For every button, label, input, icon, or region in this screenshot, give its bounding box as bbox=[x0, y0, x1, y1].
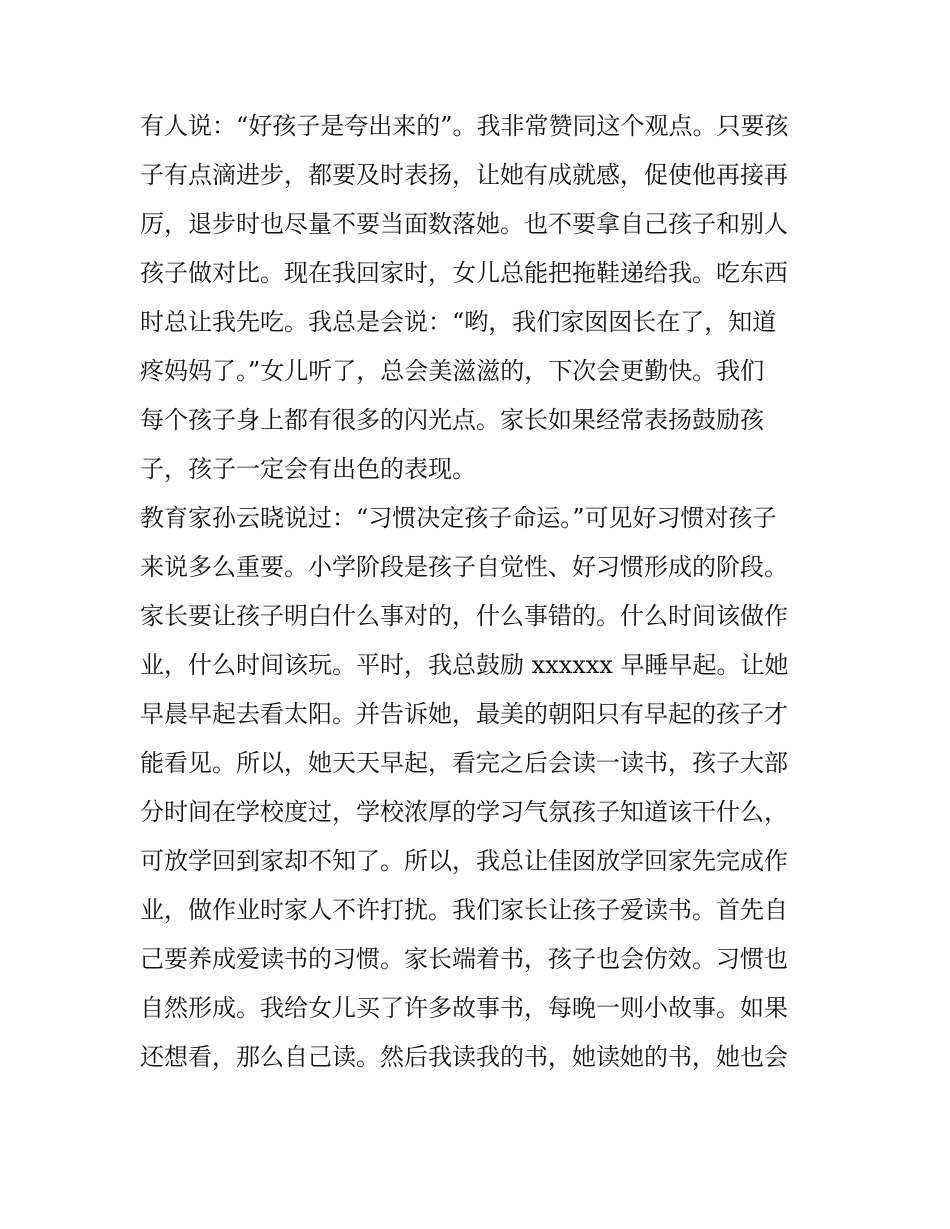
text-line: 还想看，那么自己读。然后我读我的书，她读她的书，她也会 bbox=[140, 1043, 788, 1071]
text-line: 有人说：“好孩子是夸出来的”。我非常赞同这个观点。只要孩 bbox=[140, 112, 789, 140]
text-line: 业，做作业时家人不许打扰。我们家长让孩子爱读书。首先自 bbox=[140, 896, 788, 924]
text-line: 自然形成。我给女儿买了许多故事书，每晚一则小故事。如果 bbox=[140, 994, 788, 1022]
text-line: 厉，退步时也尽量不要当面数落她。也不要拿自己孩子和别人 bbox=[140, 210, 788, 238]
text-line: 能看见。所以，她天天早起，看完之后会读一读书，孩子大部 bbox=[140, 749, 788, 777]
text-line: 早晨早起去看太阳。并告诉她，最美的朝阳只有早起的孩子才 bbox=[140, 700, 788, 728]
text-line: 子，孩子一定会有出色的表现。 bbox=[140, 455, 476, 483]
paragraph-habits bbox=[140, 494, 812, 1082]
text-line: 孩子做对比。现在我回家时，女儿总能把拖鞋递给我。吃东西 bbox=[140, 259, 788, 287]
text-line: 家长要让孩子明白什么事对的，什么事错的。什么时间该做作 bbox=[140, 602, 788, 630]
paragraph-praise bbox=[140, 102, 812, 494]
text-line: 时总让我先吃。我总是会说：“哟，我们家囡囡长在了，知道 bbox=[140, 308, 777, 336]
text-line: 可放学回到家却不知了。所以，我总让佳囡放学回家先完成作 bbox=[140, 847, 788, 875]
body-text bbox=[140, 102, 812, 1082]
text-line: 每个孩子身上都有很多的闪光点。家长如果经常表扬鼓励孩 bbox=[140, 406, 764, 434]
text-line: 业，什么时间该玩。平时，我总鼓励 xxxxxx 早睡早起。让她 bbox=[140, 651, 789, 679]
text-line: 分时间在学校度过，学校浓厚的学习气氛孩子知道该干什么， bbox=[140, 798, 788, 826]
text-line: 己要养成爱读书的习惯。家长端着书，孩子也会仿效。习惯也 bbox=[140, 945, 788, 973]
text-line: 疼妈妈了。”女儿听了，总会美滋滋的，下次会更勤快。我们 bbox=[140, 357, 765, 385]
text-line: 教育家孙云晓说过：“习惯决定孩子命运。”可见好习惯对孩子 bbox=[140, 504, 777, 532]
text-line: 子有点滴进步，都要及时表扬，让她有成就感，促使他再接再 bbox=[140, 161, 788, 189]
text-line: 来说多么重要。小学阶段是孩子自觉性、好习惯形成的阶段。 bbox=[140, 553, 788, 581]
